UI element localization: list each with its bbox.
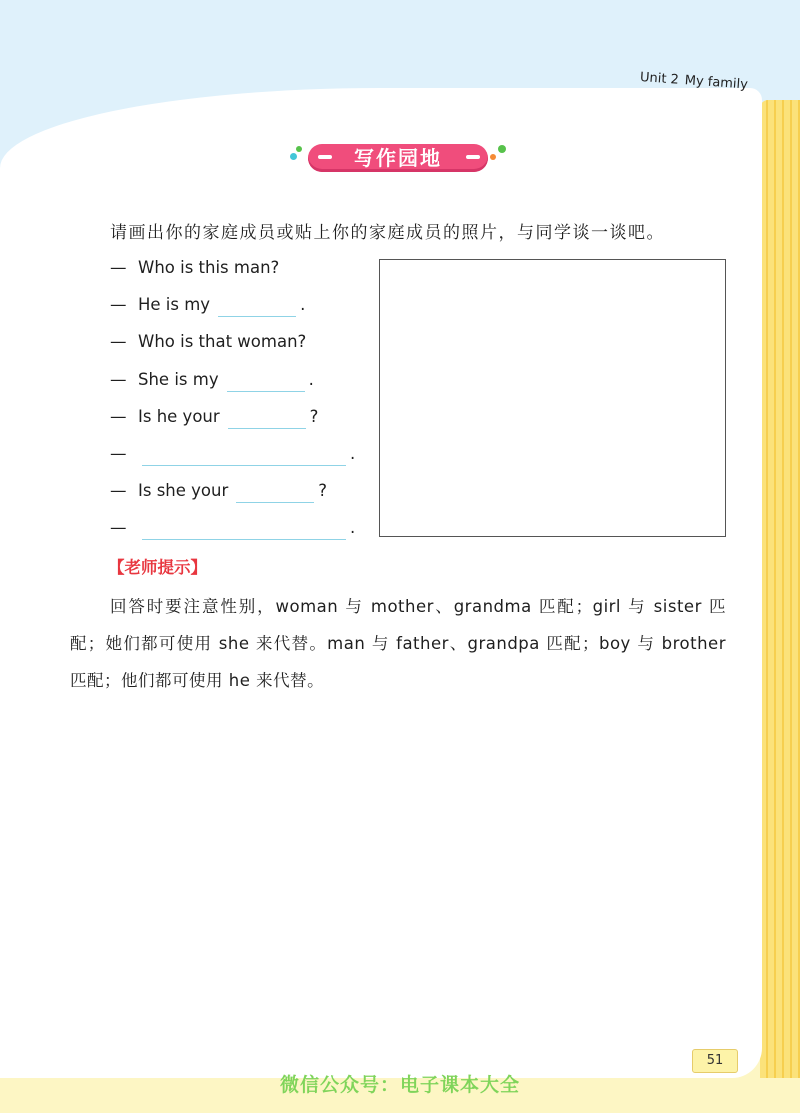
dialog-line-3 — [110, 330, 306, 354]
unit-label: Unit 2 — [639, 70, 680, 88]
dialog-text: He is my — [138, 295, 211, 314]
dialog-line-5 — [110, 405, 318, 429]
dialog-line-1 — [110, 256, 279, 280]
dialog-dash: — — [110, 295, 127, 314]
dialog-punct: . — [350, 518, 356, 537]
dialog-punct: . — [300, 295, 306, 314]
answer-blank[interactable] — [228, 408, 306, 429]
watermark-text: 微信公众号：电子课本大全 — [279, 1074, 520, 1096]
dialog-punct: ? — [318, 481, 328, 500]
page-stack-edge — [760, 100, 800, 1100]
section-title-banner — [290, 142, 506, 174]
dialog-text: Who is that woman? — [138, 332, 307, 351]
section-title: 写作园地 — [354, 146, 442, 170]
dialog-dash: — — [110, 332, 127, 351]
dialog-dash: — — [110, 407, 127, 426]
answer-blank[interactable] — [218, 296, 296, 317]
teacher-tip-label: 【老师提示】 — [108, 558, 207, 577]
instruction-text: 请画出你的家庭成员或贴上你的家庭成员的照片，与同学谈一谈吧。 — [110, 223, 665, 243]
dialog-text: She is my — [138, 370, 219, 389]
dialog-punct: . — [308, 370, 314, 389]
answer-blank[interactable] — [227, 371, 305, 392]
page-number: 51 — [692, 1049, 738, 1073]
dialog-dash: — — [110, 518, 127, 537]
dialog-dash: — — [110, 258, 127, 277]
dialog-line-8 — [110, 516, 355, 540]
dialog-dash: — — [110, 370, 127, 389]
answer-blank[interactable] — [236, 482, 314, 503]
dialog-dash: — — [110, 444, 127, 463]
dialog-dash: — — [110, 481, 127, 500]
dialog-line-2 — [110, 293, 305, 317]
teacher-tip-text: 回答时要注意性别，woman 与 mother、grandma 匹配；girl 与 sister 匹配；她们都可使用 she 来代替。man 与 father、grandpa 匹配；boy 与 brother 匹配；他们都可使用 he 来代替。 — [70, 597, 726, 690]
dialog-line-4 — [110, 368, 314, 392]
photo-drawing-box[interactable] — [379, 259, 726, 537]
dialog-text: Is he your — [138, 407, 220, 426]
dialog-text: Who is this man? — [138, 258, 280, 277]
dialog-line-7 — [110, 479, 327, 503]
answer-blank[interactable] — [142, 445, 346, 466]
decor-dot-orange — [490, 154, 496, 160]
unit-topic: My family — [684, 73, 749, 93]
dialog-line-6 — [110, 442, 355, 466]
dialog-text: Is she your — [138, 481, 229, 500]
answer-blank[interactable] — [142, 519, 346, 540]
dialog-punct: ? — [309, 407, 319, 426]
dialog-punct: . — [350, 444, 356, 463]
decor-dot-green-right — [498, 145, 506, 153]
